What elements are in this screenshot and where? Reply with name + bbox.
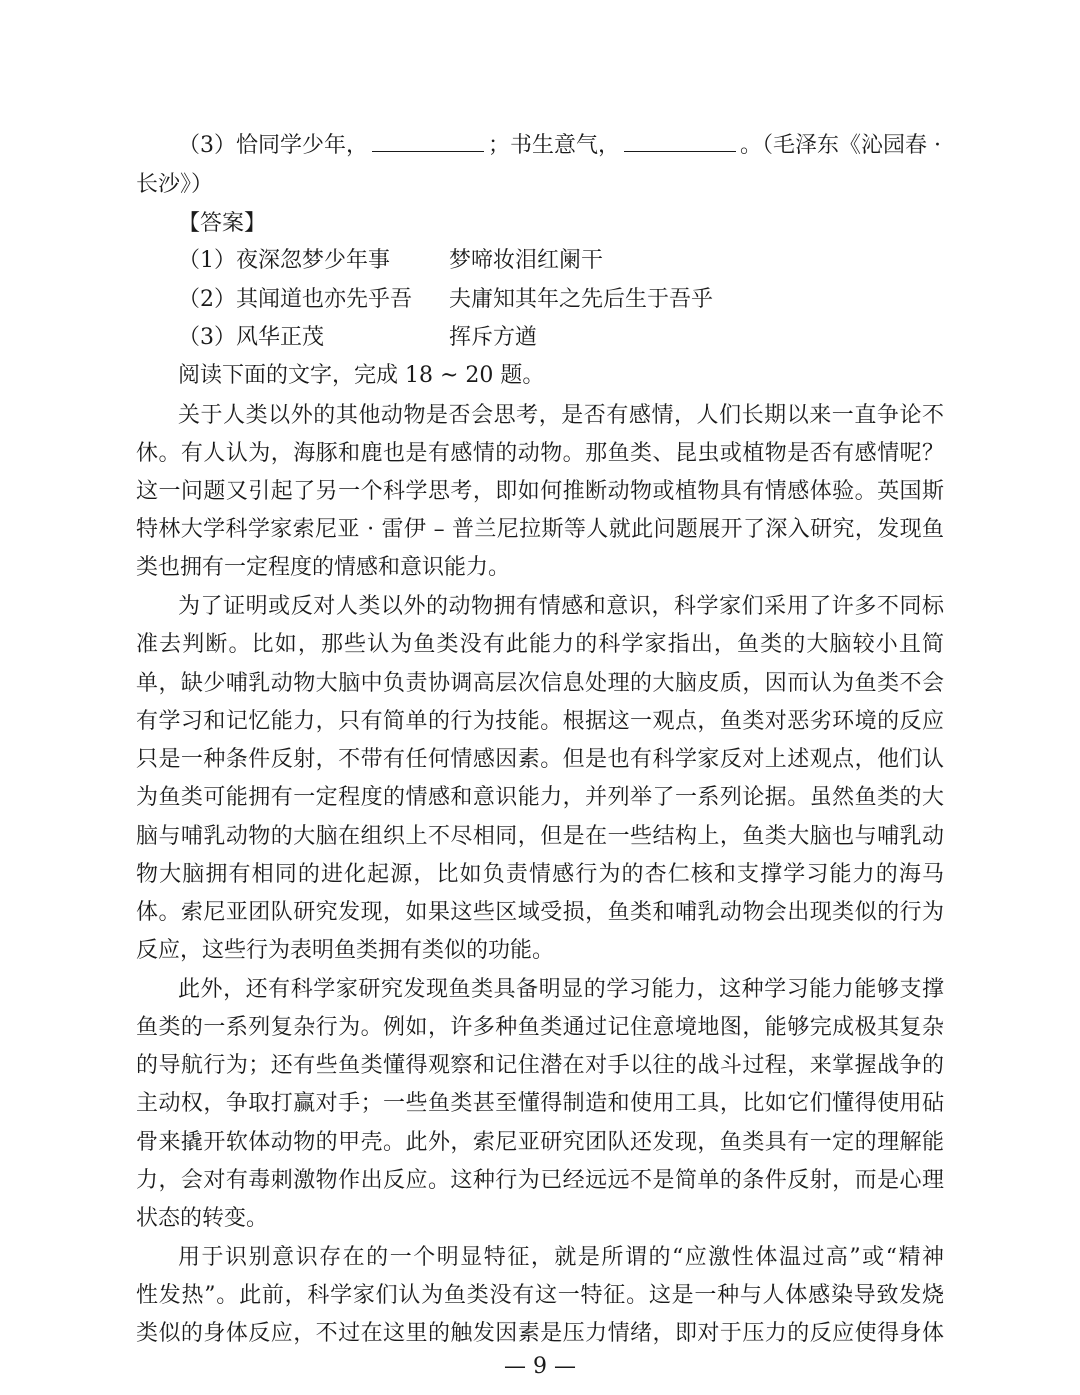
passage-line: 脑与哺乳动物的大脑在组织上不尽相同，但是在一些结构上，鱼类大脑也与哺乳动 [136, 824, 944, 849]
passage-line: 鱼类的一系列复杂行为。例如，许多种鱼类通过记住意境地图，能够完成极其复杂 [136, 1015, 944, 1040]
passage-line: 的导航行为；还有些鱼类懂得观察和记住潜在对手以往的战斗过程，来掌握战争的 [136, 1053, 944, 1078]
passage-line: 状态的转变。 [136, 1206, 269, 1231]
question-3-line [0, 131, 1080, 161]
answer-row [0, 246, 1080, 276]
reading-instruction: 阅读下面的文字，完成 18 ~ 20 题。 [178, 363, 545, 388]
answer-1-second: 梦啼妆泪红阑干 [449, 248, 604, 273]
answer-2-second: 夫庸知其年之先后生于吾乎 [449, 287, 714, 312]
passage-line: 有学习和记忆能力，只有简单的行为技能。根据这一观点，鱼类对恶劣环境的反应 [136, 709, 944, 734]
passage-line: 类似的身体反应，不过在这里的触发因素是压力情绪，即对于压力的反应使得身体 [136, 1321, 944, 1346]
page-number: — 9 — [504, 1354, 576, 1379]
answer-blank-2 [624, 131, 736, 152]
passage-line: 休。有人认为，海豚和鹿也是有感情的动物。那鱼类、昆虫或植物是否有感情呢？ [136, 441, 944, 466]
passage-line: 物大脑拥有相同的进化起源，比如负责情感行为的杏仁核和支撑学习能力的海马 [136, 862, 944, 887]
passage-line: 反应，这些行为表明鱼类拥有类似的功能。 [136, 938, 555, 963]
passage-line: 骨来撬开软体动物的甲壳。此外，索尼亚研究团队还发现，鱼类具有一定的理解能 [136, 1130, 944, 1155]
question-3-middle: ；书生意气， [488, 133, 621, 158]
answer-1-first: （1）夜深忽梦少年事 [178, 248, 390, 273]
answer-2-first: （2）其闻道也亦先乎吾 [178, 287, 412, 312]
passage-line: 体。索尼亚团队研究发现，如果这些区域受损，鱼类和哺乳动物会出现类似的行为 [136, 900, 944, 925]
passage-line: 单，缺少哺乳动物大脑中负责协调高层次信息处理的大脑皮质，因而认为鱼类不会 [136, 671, 944, 696]
passage-line: 只是一种条件反射，不带有任何情感因素。但是也有科学家反对上述观点，他们认 [136, 747, 944, 772]
passage-line: 特林大学科学家索尼亚 · 雷伊 – 普兰尼拉斯等人就此问题展开了深入研究，发现鱼 [136, 517, 944, 542]
passage-line: 为了证明或反对人类以外的动物拥有情感和意识，科学家们采用了许多不同标 [178, 594, 944, 619]
answer-3-second: 挥斥方遒 [449, 325, 538, 350]
answer-blank-1 [372, 131, 484, 152]
passage-line: 用于识别意识存在的一个明显特征，就是所谓的“应激性体温过高”或“精神 [178, 1245, 944, 1270]
passage-line: 力，会对有毒刺激物作出反应。这种行为已经远远不是简单的条件反射，而是心理 [136, 1168, 944, 1193]
passage-line: 准去判断。比如，那些认为鱼类没有此能力的科学家指出，鱼类的大脑较小且简 [136, 632, 944, 657]
passage-line: 关于人类以外的其他动物是否会思考，是否有感情，人们长期以来一直争论不 [178, 403, 944, 428]
passage-line: 为鱼类可能拥有一定程度的情感和意识能力，并列举了一系列论据。虽然鱼类的大 [136, 785, 944, 810]
answer-heading: 【答案】 [178, 211, 267, 236]
answer-3-first: （3）风华正茂 [178, 325, 324, 350]
question-3-suffix: 。（毛泽东《沁园春 · [740, 133, 942, 158]
question-3-continuation: 长沙》） [136, 172, 214, 197]
passage-line: 这一问题又引起了另一个科学思考，即如何推断动物或植物具有情感体验。英国斯 [136, 479, 944, 504]
question-3-prefix: （3）恰同学少年， [178, 133, 368, 158]
passage-line: 性发热”。此前，科学家们认为鱼类没有这一特征。这是一种与人体感染导致发烧 [136, 1283, 944, 1308]
passage-line: 类也拥有一定程度的情感和意识能力。 [136, 555, 511, 580]
passage-line: 主动权，争取打赢对手；一些鱼类甚至懂得制造和使用工具，比如它们懂得使用砧 [136, 1091, 944, 1116]
answer-row [0, 285, 1080, 315]
answer-row [0, 323, 1080, 353]
passage-line: 此外，还有科学家研究发现鱼类具备明显的学习能力，这种学习能力能够支撑 [178, 977, 944, 1002]
